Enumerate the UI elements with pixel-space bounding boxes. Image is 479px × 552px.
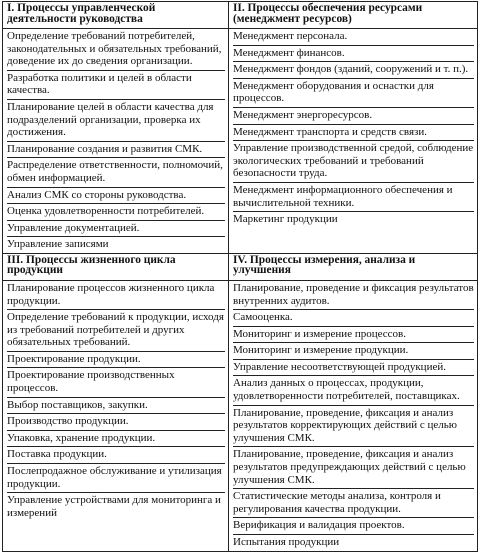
process-item: Планирование, проведение и фиксация результатов внутренних аудитов. [233, 281, 474, 310]
process-item: Верификация и валидация проектов. [233, 518, 474, 535]
process-item: Определение требований к продукции, исходя из требований потребителей и других обязательных требований. [7, 310, 225, 352]
quadrant-1-items [3, 29, 229, 254]
process-item: Послепродажное обслуживание и утилизация продукции. [7, 464, 225, 493]
process-item: Управление производственной средой, соблюдение экологических требований и требований безопасности труда. [233, 141, 474, 183]
process-item: Распределение ответственности, полномочий, обмен информацией. [7, 158, 225, 187]
process-item: Проектирование продукции. [7, 352, 225, 369]
process-item: Производство продукции. [7, 414, 225, 431]
process-item: Статистические методы анализа, контроля и регулирования качества продукции. [233, 489, 474, 518]
process-item: Анализ СМК со стороны руководства. [7, 188, 225, 205]
process-item: Упаковка, хранение продукции. [7, 431, 225, 448]
process-item: Планирование процессов жизненного цикла продукции. [7, 281, 225, 310]
quadrant-4-items [229, 280, 478, 551]
process-item: Планирование целей в области качества для подразделений организации, проверка их достижения. [7, 100, 225, 142]
process-item: Маркетинг продукции [233, 213, 338, 226]
process-item: Менеджмент информационного обеспечения и вычислительной техники. [233, 183, 474, 212]
header-row-top [3, 2, 478, 29]
quadrant-3-items [3, 280, 229, 551]
quadrant-3-title: III. Процессы жизненного цикла продукции [3, 253, 229, 280]
process-item: Управление записями [7, 238, 109, 251]
process-item: Проектирование производственных процессов. [7, 368, 225, 397]
process-item: Планирование, проведение, фиксация и анализ результатов корректирующих действий с целью улучшения СМК. [233, 406, 474, 448]
quadrant-2-title: II. Процессы обеспечения ресурсами (менеджмент ресурсов) [229, 2, 478, 29]
process-item: Менеджмент транспорта и средств связи. [233, 125, 474, 142]
quadrant-2-items [229, 29, 478, 254]
process-item: Менеджмент фондов (зданий, сооружений и т. п.). [233, 62, 474, 79]
process-item: Планирование создания и развития СМК. [7, 142, 225, 159]
process-item: Разработка политики и целей в области качества. [7, 71, 225, 100]
process-item: Анализ данных о процессах, продукции, удовлетворенности потребителей, поставщиках. [233, 376, 474, 405]
process-item: Менеджмент оборудования и оснастки для процессов. [233, 79, 474, 108]
process-item: Управление документацией. [7, 221, 225, 238]
process-item: Определение требований потребителей, законодательных и обязательных требований, доведение их до сведения организации. [7, 29, 225, 71]
process-item: Оценка удовлетворенности потребителей. [7, 204, 225, 221]
process-item: Планирование, проведение, фиксация и анализ результатов предупреждающих действий с целью улучшения СМК. [233, 447, 474, 489]
process-table [2, 1, 478, 552]
process-item: Выбор поставщиков, закупки. [7, 398, 225, 415]
process-item: Менеджмент финансов. [233, 46, 474, 63]
process-item: Мониторинг и измерение продукции. [233, 343, 474, 360]
process-item: Испытания продукции [233, 536, 340, 548]
process-item: Менеджмент энергоресурсов. [233, 108, 474, 125]
process-item: Менеджмент персонала. [233, 29, 474, 46]
items-row-bottom [3, 280, 478, 551]
process-item: Управление несоответствующей продукцией. [233, 360, 474, 377]
process-item: Поставка продукции. [7, 447, 225, 464]
process-item: Самооценка. [233, 310, 474, 327]
quadrant-1-title: I. Процессы управленческой деятельности руководства [3, 2, 229, 29]
items-row-top [3, 29, 478, 254]
quadrant-4-title: IV. Процессы измерения, анализа и улучшения [229, 253, 478, 280]
header-row-bottom [3, 253, 478, 280]
process-item: Управление устройствами для мониторинга и измерений [7, 494, 221, 519]
process-item: Мониторинг и измерение процессов. [233, 327, 474, 344]
